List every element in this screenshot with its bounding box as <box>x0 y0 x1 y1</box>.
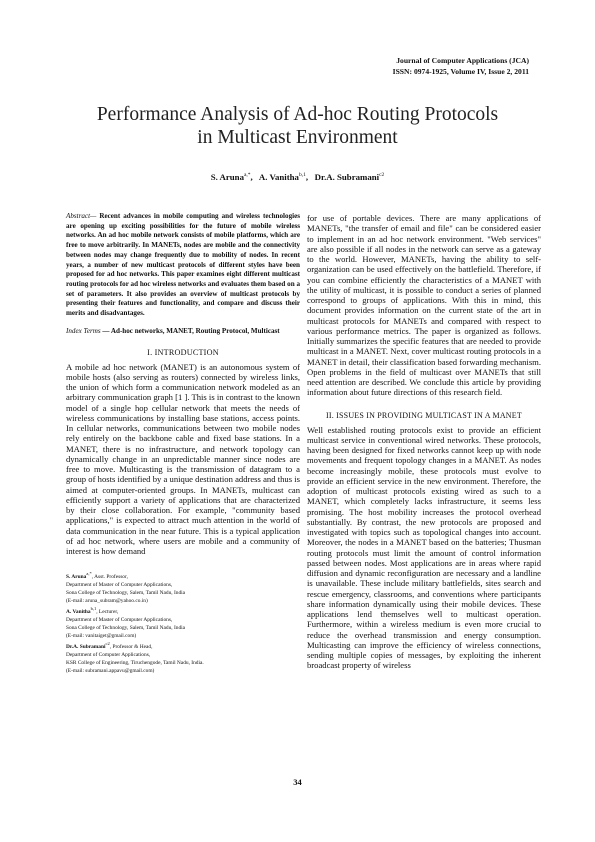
paper-title: Performance Analysis of Ad-hoc Routing Protocols in Multicast Environment <box>96 104 499 148</box>
journal-name: Journal of Computer Applications (JCA) <box>396 56 529 65</box>
footnote-role: , Professor & Head, <box>109 644 153 651</box>
footnote-email: (E-mail: subramani.appavu@gmail.com) <box>66 667 155 674</box>
author-superscript: b,1 <box>298 172 306 179</box>
section-heading-issues: II. ISSUES IN PROVIDING MULTICAST IN A MANET <box>326 410 522 420</box>
author-footnotes <box>66 570 300 675</box>
footnote-role: , Lecturer, <box>96 609 119 616</box>
footnote-dept: Department of Master of Computer Applications, <box>66 617 173 624</box>
footnote-email: (E-mail: aruna_subram@yahoo.co.in) <box>66 597 148 604</box>
footnote-superscript: a,* <box>86 571 92 577</box>
footnote-author-name: A. Vanitha <box>66 609 91 616</box>
abstract-label: Abstract— <box>66 212 97 220</box>
section-heading-introduction: I. INTRODUCTION <box>147 347 219 357</box>
footnote-author-name: Dr.A. Subramani <box>66 644 106 651</box>
index-terms-text: — Ad-hoc networks, MANET, Routing Protocol, Multicast <box>100 326 280 335</box>
introduction-text: A mobile ad hoc network (MANET) is an autonomous system of mobile hosts (also serving as routers) connected by wireless links, the union of which form a communication network modeled as an arbitrary communication graph [1 ]. This is in contrast to the known model of a single hop cellular network that meets the needs of wireless communications by installing base stations, access points. In cellular networks, communications between two mobile nodes rely entirely on the backbone cable and fixed base stations. In a MANET, there is no infrastructure, and network topology can dynamically change in an unpredictable manner since nodes are free to move. Multicasting is the transmission of datagram to a group of hosts identified by a unique destination address and thus is aimed at computer-oriented groups. In MANETs, multicast can efficiently support a variety of applications that are characterized by their close collaboration. For example, "community based applications," is expected to attract much attention in the world of data communication in the near future. This is a typical application of ad hoc network, where users are mobile and a community of interest is how demand <box>66 361 300 557</box>
right-column <box>307 213 541 671</box>
left-column <box>66 212 300 675</box>
author-superscript: c2 <box>379 172 385 179</box>
introduction-continued-text: for use of portable devices. There are many applications of MANETs, "the transfer of email and file" can be considered easier to implement in an ad hoc network environment. "Web services" are also possible if all nodes in the network can serve as a gateway to the world. However, MANETs, having the ability to self-organization can be used effectively on the battlefield. Therefore, if you can combine efficiently the characteristics of a MANET with the utility of multicast, it is possible to conduct a series of planned correspond to groups of applications. With this in mind, this document provides information on the current state of the art in multicast protocols for MANETs and compared with respect to various performance metrics. The paper is organized as follows. Initially summarizes the specific features that are needed to provide multicast in a MANET. Next, cover multicast routing protocols in a MANET in detail, their classification based forwarding mechanism. Open problems in the field of multicast over MANETs that still need attention are described. We conclude this article by providing information about future directions of this research field. <box>307 213 541 398</box>
abstract <box>66 212 300 319</box>
footnote-college: KSR College of Engineering, Tiruchengode, Tamil Nadu, India. <box>66 659 204 666</box>
footnote-superscript: b,1 <box>90 606 97 612</box>
index-terms <box>66 327 300 337</box>
issues-text: Well established routing protocols exist to provide an efficient multicast service in conventional wired networks. These protocols, having been designed for fixed networks cannot keep up with node movements and frequent topology changes in a MANET. As nodes become increasingly mobile, these protocols must evolve to provide an efficient service in the new environment. Therefore, the adoption of multicast protocols existing wired as such to a MANET, which completely lacks infrastructure, it seems less promising. The host mobility increases the protocol overhead substantially. By contrast, the new protocols are proposed and investigated with topics such as topological changes into account. Moreover, the nodes in a MANET based on the batteries; Thusman routing protocols must limit the amount of control information passed between nodes. Most applications are in areas where rapid diffusion and dynamic reconfiguration are necessary and a landline is unavailable. These include military battlefields, sites search and rescue emergency, classrooms, and conventions where participants share information dynamically using their mobile devices. These applications lend themselves well to multicast operation. Furthermore, within a wireless medium is even more crucial to reduce the overhead transmission and energy consumption. Multicasting can improve the efficiency of wireless connections, sending multiple copies of messages, by exploiting the inherent broadcast property of wireless <box>307 424 541 671</box>
page-number: 34 <box>293 777 302 787</box>
journal-issn: ISSN: 0974-1925, Volume IV, Issue 2, 2011 <box>392 66 529 76</box>
footnote-dept: Department of Computer Applications, <box>66 652 151 659</box>
index-terms-label: Index Terms <box>66 326 101 335</box>
footnote-college: Sona College of Technology, Salem, Tamil Nadu, India <box>66 589 186 596</box>
author-name: S. Aruna <box>210 172 244 182</box>
author-name: Dr.A. Subramani <box>314 172 380 182</box>
footnote-college: Sona College of Technology, Salem, Tamil Nadu, India <box>66 624 186 631</box>
footnote-dept: Department of Master of Computer Applications, <box>66 582 173 589</box>
footnote-role: , Asst. Professor, <box>91 574 128 581</box>
author-line: S. Aruna$^{a,*}$, A. Vanitha$^{b,1}$, Dr.A. Subramani$^{c2}$ <box>210 172 385 182</box>
footnote-superscript: c2 <box>105 641 110 647</box>
author-name: A. Vanitha <box>258 172 299 182</box>
abstract-text: Recent advances in mobile computing and wireless technologies are opening up exciting possibilities for the future of mobile wireless networks. An ad hoc mobile network consists of mobile platforms, which are free to move arbitrarily. In MANETs, nodes are mobile and the connectivity between nodes may change frequently due to mobility of nodes. In recent years, a number of new multicast protocols of different styles have been proposed for ad hoc networks. This paper examines eight different multicast routing protocols for ad hoc wireless networks and evaluates them based on a set of parameters. It also provides an overview of multicast protocols by presenting their features and functionality, and compare and discuss their merits and disadvantages. <box>66 212 300 318</box>
footnote-email: (E-mail: vanitaiget@gmail.com) <box>66 632 137 639</box>
footnote-author-name: S. Aruna <box>66 574 87 581</box>
journal-header <box>393 56 529 77</box>
author-superscript: a,* <box>243 172 251 179</box>
